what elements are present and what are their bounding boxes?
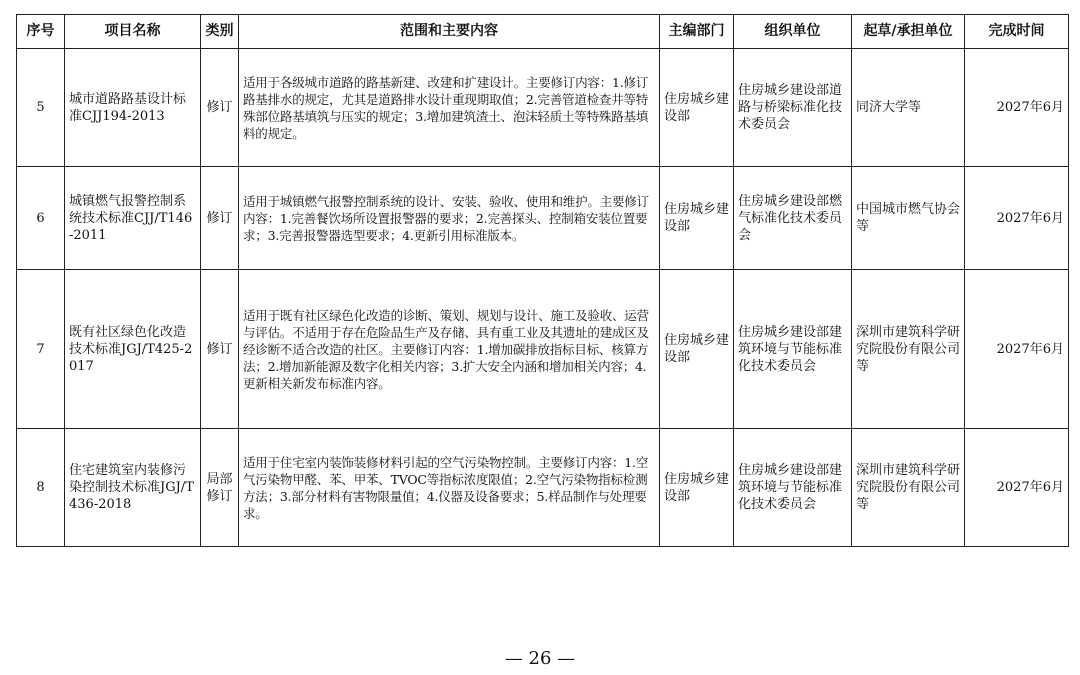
drafting-unit: 深圳市建筑科学研究院股份有限公司等	[852, 429, 965, 547]
row-number: 6	[17, 167, 65, 270]
header-no: 序号	[17, 15, 65, 49]
row-number: 8	[17, 429, 65, 547]
editor-department: 住房城乡建设部	[660, 167, 734, 270]
project-name: 住宅建筑室内装修污染控制技术标准JGJ/T436-2018	[65, 429, 201, 547]
completion-date: 2027年6月	[965, 429, 1069, 547]
category: 修订	[201, 49, 239, 167]
editor-department: 住房城乡建设部	[660, 49, 734, 167]
project-name: 城市道路路基设计标准CJJ194-2013	[65, 49, 201, 167]
table-row	[17, 429, 1069, 547]
header-scope: 范围和主要内容	[239, 15, 660, 49]
drafting-unit: 深圳市建筑科学研究院股份有限公司等	[852, 270, 965, 429]
scope-content: 适用于各级城市道路的路基新建、改建和扩建设计。主要修订内容：1.修订路基排水的规定，尤其是道路排水设计重现期取值；2.完善管道检查井等特殊部位路基填筑与压实的规定；3.增加建筑渣土、泡沫轻质土等特殊路基填料的规定。	[239, 49, 660, 167]
completion-date: 2027年6月	[965, 49, 1069, 167]
header-organizer: 组织单位	[734, 15, 852, 49]
table-row	[17, 167, 1069, 270]
row-number: 5	[17, 49, 65, 167]
table-row	[17, 49, 1069, 167]
project-name: 既有社区绿色化改造技术标准JGJ/T425-2017	[65, 270, 201, 429]
category: 修订	[201, 270, 239, 429]
category: 局部修订	[201, 429, 239, 547]
organizer-unit: 住房城乡建设部燃气标准化技术委员会	[734, 167, 852, 270]
header-name: 项目名称	[65, 15, 201, 49]
scope-content: 适用于住宅室内装饰装修材料引起的空气污染物控制。主要修订内容：1.空气污染物甲醛、苯、甲苯、TVOC等指标浓度限值；2.空气污染物指标检测方法；3.部分材料有害物限量值；4.仪器及设备要求；5.样品制作与处理要求。	[239, 429, 660, 547]
completion-date: 2027年6月	[965, 270, 1069, 429]
organizer-unit: 住房城乡建设部建筑环境与节能标准化技术委员会	[734, 270, 852, 429]
drafting-unit: 同济大学等	[852, 49, 965, 167]
editor-department: 住房城乡建设部	[660, 429, 734, 547]
drafting-unit: 中国城市燃气协会等	[852, 167, 965, 270]
header-drafter: 起草/承担单位	[852, 15, 965, 49]
header-editor: 主编部门	[660, 15, 734, 49]
page-number: — 26 —	[504, 648, 576, 669]
organizer-unit: 住房城乡建设部道路与桥梁标准化技术委员会	[734, 49, 852, 167]
category: 修订	[201, 167, 239, 270]
header-deadline: 完成时间	[965, 15, 1069, 49]
table-row	[17, 270, 1069, 429]
scope-content: 适用于既有社区绿色化改造的诊断、策划、规划与设计、施工及验收、运营与评估。不适用于存在危险品生产及存储、具有重工业及其遗址的建成区及经诊断不适合改造的社区。主要修订内容：1.增加碳排放指标目标、核算方法；2.增加新能源及数字化相关内容；3.扩大安全内涵和增加相关内容；4.更新相关新发布标准内容。	[239, 270, 660, 429]
editor-department: 住房城乡建设部	[660, 270, 734, 429]
completion-date: 2027年6月	[965, 167, 1069, 270]
project-name: 城镇燃气报警控制系统技术标准CJJ/T146-2011	[65, 167, 201, 270]
row-number: 7	[17, 270, 65, 429]
standards-table	[16, 14, 1069, 547]
scope-content: 适用于城镇燃气报警控制系统的设计、安装、验收、使用和维护。主要修订内容：1.完善餐饮场所设置报警器的要求；2.完善探头、控制箱安装位置要求；3.完善报警器选型要求；4.更新引用标准版本。	[239, 167, 660, 270]
table-header-row	[17, 15, 1069, 49]
header-category: 类别	[201, 15, 239, 49]
organizer-unit: 住房城乡建设部建筑环境与节能标准化技术委员会	[734, 429, 852, 547]
